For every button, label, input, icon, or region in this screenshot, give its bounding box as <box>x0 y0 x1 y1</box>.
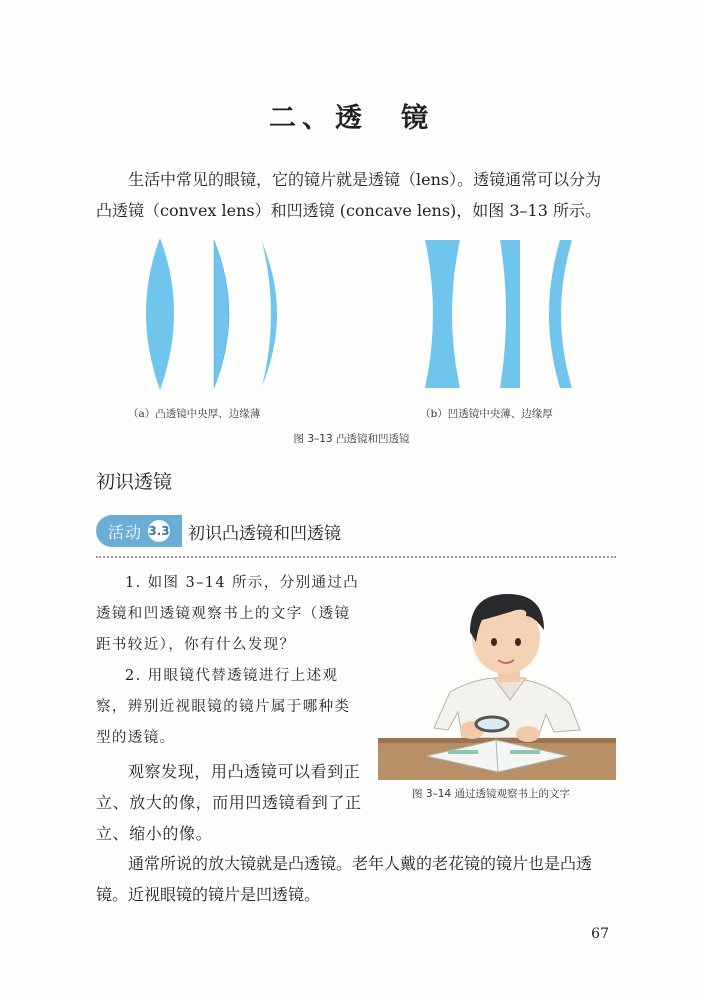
closing-paragraph <box>96 848 616 910</box>
activity-steps <box>96 568 366 754</box>
figure-3-13-caption: 图 3–13 凸透镜和凹透镜 <box>293 433 410 445</box>
closing-text: 通常所说的放大镜就是凸透镜。老年人戴的老花镜的镜片也是凸透镜。近视眼镜的镜片是凹透镜。 <box>96 854 593 904</box>
figure-3-13-caption-a: （a）凸透镜中央厚、边缘薄 <box>128 408 261 420</box>
section-heading: 初识透镜 <box>96 471 173 493</box>
boy-reading-illustration <box>378 580 616 780</box>
biconcave-lens-shape <box>425 240 460 388</box>
observation-paragraph <box>96 756 376 849</box>
plano-concave-lens-shape <box>500 240 520 388</box>
step-2: 2. 用眼镜代替透镜进行上述观察，辨别近视眼镜的镜片属于哪种类型的透镜。 <box>96 668 351 746</box>
intro-paragraph <box>96 164 616 226</box>
meniscus-convex-lens-shape <box>262 242 277 386</box>
activity-title: 初识凸透镜和凹透镜 <box>188 524 341 544</box>
page-number: 67 <box>591 926 609 942</box>
lens-figure <box>110 232 600 402</box>
activity-header <box>96 515 616 547</box>
figure-3-13-caption-b: （b）凹透镜中央薄、边缘厚 <box>420 408 553 420</box>
biconvex-lens-shape <box>146 238 174 390</box>
lens-drawing <box>110 232 600 402</box>
figure-3-14-caption: 图 3–14 通过透镜观察书上的文字 <box>412 788 570 800</box>
illustration-drawing <box>378 580 616 780</box>
section-title: 二、透 镜 <box>269 103 434 134</box>
activity-tag-label: 活动 <box>108 523 143 542</box>
observation-text: 观察发现，用凸透镜可以看到正立、放大的像，而用凹透镜看到了正立、缩小的像。 <box>96 762 362 843</box>
intro-text: 生活中常见的眼镜，它的镜片就是透镜（lens）。透镜通常可以分为凸透镜（convex lens）和凹透镜 (concave lens)，如图 3–13 所示。 <box>96 170 602 220</box>
plano-convex-lens-shape <box>214 240 229 388</box>
magnifier-lens-shape <box>476 717 508 731</box>
step-1: 1. 如图 3–14 所示，分别通过凸透镜和凹透镜观察书上的文字（透镜距书较近），你有什么发现？ <box>96 575 360 653</box>
activity-number-badge: 3.3 <box>146 518 172 544</box>
meniscus-concave-lens-shape <box>549 240 572 388</box>
dotted-divider <box>96 556 616 558</box>
